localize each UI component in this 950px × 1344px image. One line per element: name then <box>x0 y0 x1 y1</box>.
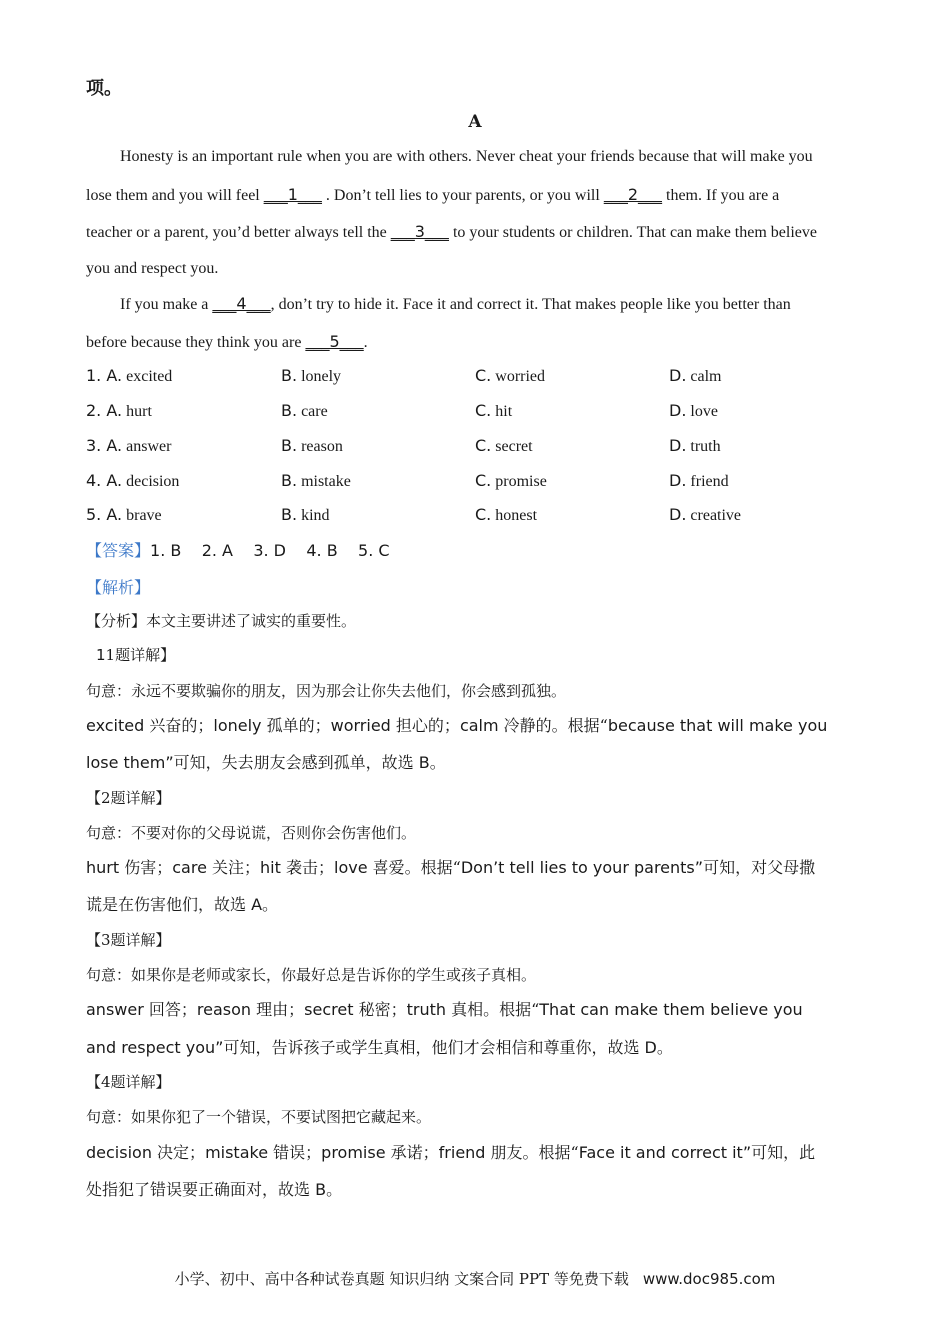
analysis-summary: 【分析】本文主要讲述了诚实的重要性。 <box>86 612 357 630</box>
q2-explanation-cont: 谎是在伤害他们，故选 A。 <box>86 895 279 914</box>
question-1-option-a: 1. A. excited <box>86 366 173 385</box>
passage-line <box>86 260 218 278</box>
heading-fragment: 项。 <box>86 78 122 99</box>
q4-meaning: 句意：如果你犯了一个错误，不要试图把它藏起来。 <box>86 1108 432 1126</box>
question-3-option-a: 3. A. answer <box>86 436 172 455</box>
passage-text: them. If you are a <box>662 187 780 204</box>
q2-explanation: hurt 伤害；care 关注；hit 袭击；love 喜爱。根据“Don’t tell lies to your parents”可知，对父母撒 <box>86 858 816 877</box>
q1-heading: 11题详解】 <box>96 646 176 664</box>
question-5-option-a: 5. A. brave <box>86 505 162 524</box>
q4-explanation: decision 决定；mistake 错误；promise 承诺；friend 朋友。根据“Face it and correct it”可知，此 <box>86 1143 816 1162</box>
passage-text: . Don’t tell lies to your parents, or you will <box>321 187 604 204</box>
blank-2: ___2___ <box>603 185 662 204</box>
answer-label: 【答案】 <box>86 541 151 560</box>
q3-explanation: answer 回答；reason 理由；secret 秘密；truth 真相。根据“That can make them believe you <box>86 1000 803 1019</box>
passage-text: to your students or children. That can make them believe <box>448 224 817 241</box>
q3-meaning: 句意：如果你是老师或家长，你最好总是告诉你的学生或孩子真相。 <box>86 966 537 984</box>
q1-meaning: 句意：永远不要欺骗你的朋友，因为那会让你失去他们，你会感到孤独。 <box>86 682 567 700</box>
blank-5: ___5___ <box>305 332 364 351</box>
q3-heading: 【3题详解】 <box>86 931 171 949</box>
question-3-option-b: B. reason <box>281 436 343 455</box>
passage-text: . <box>363 334 368 351</box>
question-2-option-a: 2. A. hurt <box>86 401 152 420</box>
question-2-option-d: D. love <box>669 401 718 420</box>
question-4-option-b: B. mistake <box>281 471 351 490</box>
question-5-option-b: B. kind <box>281 505 330 524</box>
question-1-option-d: D. calm <box>669 366 722 385</box>
q2-heading: 【2题详解】 <box>86 789 171 807</box>
question-4-option-d: D. friend <box>669 471 729 490</box>
question-5-option-d: D. creative <box>669 505 742 524</box>
question-4-option-a: 4. A. decision <box>86 471 180 490</box>
analysis-label: 【解析】 <box>86 578 151 597</box>
question-1-option-c: C. worried <box>475 366 546 385</box>
q1-explanation: excited 兴奋的；lonely 孤单的；worried 担心的；calm 冷静的。根据“because that will make you <box>86 716 828 735</box>
question-2-option-b: B. care <box>281 401 328 420</box>
passage-line <box>120 294 791 314</box>
passage-line <box>86 332 368 352</box>
passage-text: , don’t try to hide it. Face it and correct it. That makes people like you better than <box>270 296 791 313</box>
blank-3: ___3___ <box>390 222 449 241</box>
passage-text: before because they think you are <box>86 334 306 351</box>
question-4-option-c: C. promise <box>475 471 547 490</box>
passage-text: Honesty is an important rule when you are with others. Never cheat your friends because that will make you <box>120 148 813 165</box>
question-2-option-c: C. hit <box>475 401 513 420</box>
passage-line <box>86 222 817 242</box>
question-5-option-c: C. honest <box>475 505 538 524</box>
page-footer <box>0 1268 950 1289</box>
q2-meaning: 句意：不要对你的父母说谎，否则你会伤害他们。 <box>86 824 417 842</box>
answer-line <box>86 538 390 561</box>
passage-line <box>86 185 779 205</box>
q1-explanation-cont: lose them”可知，失去朋友会感到孤单，故选 B。 <box>86 753 446 772</box>
answer-items: 1. B 2. A 3. D 4. B 5. C <box>150 541 390 560</box>
blank-1: ___1___ <box>263 185 322 204</box>
question-1-option-b: B. lonely <box>281 366 342 385</box>
passage-line <box>120 148 813 166</box>
blank-4: ___4___ <box>212 294 271 313</box>
section-title: A <box>468 112 482 132</box>
q3-explanation-cont: and respect you”可知，告诉孩子或学生真相，他们才会相信和尊重你，故选 D。 <box>86 1038 673 1057</box>
passage-text: teacher or a parent, you’d better always tell the <box>86 224 391 241</box>
footer-text: 小学、初中、高中各种试卷真题 知识归纳 文案合同 PPT 等免费下载 <box>174 1270 629 1288</box>
footer-link[interactable]: www.doc985.com <box>642 1270 776 1288</box>
passage-text: you and respect you. <box>86 260 219 277</box>
q4-heading: 【4题详解】 <box>86 1073 171 1091</box>
question-3-option-c: C. secret <box>475 436 533 455</box>
question-3-option-d: D. truth <box>669 436 721 455</box>
q4-explanation-cont: 处指犯了错误要正确面对，故选 B。 <box>86 1180 343 1199</box>
passage-text: If you make a <box>120 296 213 313</box>
passage-text: lose them and you will feel <box>86 187 264 204</box>
